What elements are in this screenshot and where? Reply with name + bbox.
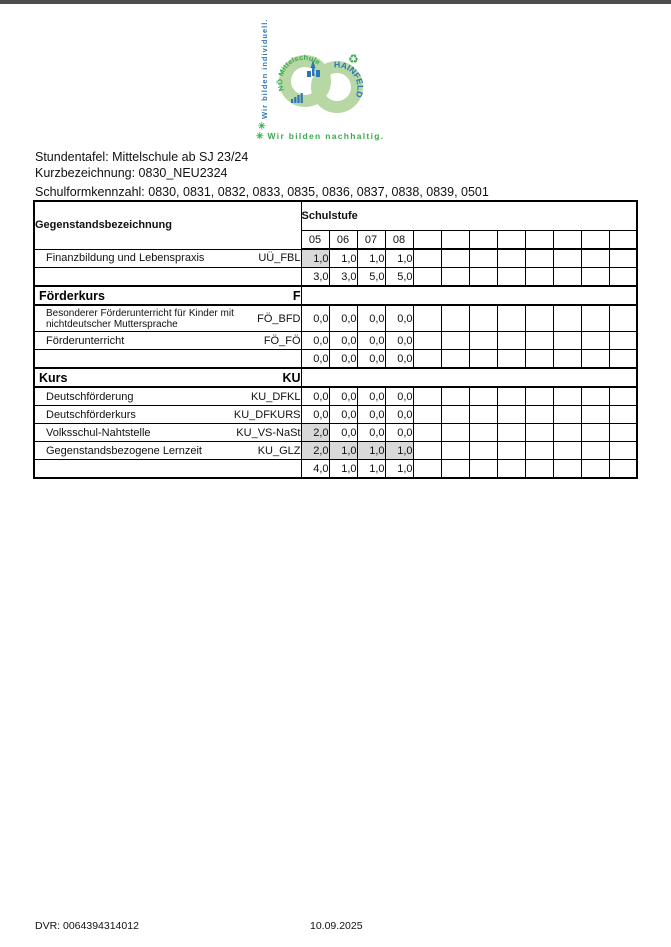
hours-cell-empty (609, 424, 637, 442)
sum-cell-empty (581, 268, 609, 287)
hours-cell-empty (413, 387, 441, 406)
subject-code: KU_GLZ (257, 444, 301, 457)
window-top-border (0, 0, 671, 4)
subject-code: KU_DFKURS (233, 408, 301, 421)
hours-cell: 0,0 (357, 305, 385, 332)
hours-cell-empty (581, 406, 609, 424)
logo-flower-icon: ✳ (256, 131, 264, 141)
subject-name-cell (34, 249, 301, 268)
sum-cell: 0,0 (385, 350, 413, 369)
hours-cell-empty (553, 305, 581, 332)
hours-cell-empty (413, 442, 441, 460)
section-empty-span (301, 286, 637, 305)
hours-cell-empty (581, 305, 609, 332)
table-row-subject (34, 332, 637, 350)
grade-column-empty (441, 231, 469, 250)
sum-name-empty (34, 350, 301, 369)
hours-cell-empty (581, 249, 609, 268)
logo-ring-text-left: NÖ Mittelschule (277, 54, 321, 92)
hours-cell-empty (441, 424, 469, 442)
grade-column-05: 05 (301, 231, 329, 250)
hours-cell-empty (525, 406, 553, 424)
sum-cell-empty (441, 350, 469, 369)
hours-cell-empty (525, 387, 553, 406)
hours-cell-empty (441, 406, 469, 424)
sum-cell: 0,0 (301, 350, 329, 369)
hours-cell-empty (469, 387, 497, 406)
sum-cell-empty (525, 350, 553, 369)
hours-cell: 0,0 (385, 305, 413, 332)
hours-cell: 0,0 (329, 406, 357, 424)
subject-name: Deutschförderung (46, 390, 134, 403)
hours-cell-empty (609, 387, 637, 406)
hours-cell-empty (553, 387, 581, 406)
hours-cell: 1,0 (357, 249, 385, 268)
hours-cell-empty (525, 424, 553, 442)
hours-cell-empty (497, 249, 525, 268)
section-code: KU (282, 370, 301, 385)
hours-cell-empty (469, 305, 497, 332)
hours-cell-empty (469, 424, 497, 442)
sum-cell-empty (413, 460, 441, 479)
hours-cell-empty (525, 249, 553, 268)
grade-column-empty (469, 231, 497, 250)
sum-cell-empty (469, 460, 497, 479)
hours-cell: 2,0 (301, 442, 329, 460)
section-name-cell (34, 286, 301, 305)
logo-tagline-bottom-text: Wir bilden nachhaltig. (267, 131, 385, 141)
section-row (34, 286, 637, 305)
logo-rings-graphic (272, 48, 380, 128)
subject-name: Deutschförderkurs (46, 408, 136, 421)
hours-cell-empty (441, 305, 469, 332)
hours-cell-empty (497, 424, 525, 442)
sum-cell-empty (553, 460, 581, 479)
hours-cell-empty (609, 442, 637, 460)
subject-name-cell (34, 387, 301, 406)
sum-cell-empty (581, 350, 609, 369)
table-header-row (34, 201, 637, 231)
hours-cell: 0,0 (301, 387, 329, 406)
table-row-subject (34, 387, 637, 406)
section-name: Förderkurs (39, 288, 105, 303)
hours-cell: 0,0 (301, 406, 329, 424)
sum-cell-empty (609, 460, 637, 479)
hours-cell-empty (609, 406, 637, 424)
subject-name: Besonderer Förderunterricht für Kinder mit nichtdeutscher Muttersprache (46, 307, 234, 330)
sum-cell: 5,0 (385, 268, 413, 287)
hours-cell: 0,0 (301, 305, 329, 332)
grade-column-empty (525, 231, 553, 250)
doc-schoolform-numbers: Schulformkennzahl: 0830, 0831, 0832, 0833, 0835, 0836, 0837, 0838, 0839, 0501 (35, 185, 489, 199)
doc-title: Stundentafel: Mittelschule ab SJ 23/24 (35, 150, 249, 164)
sum-cell: 0,0 (357, 350, 385, 369)
sum-cell-empty (525, 268, 553, 287)
hours-cell: 2,0 (301, 424, 329, 442)
sum-cell-empty (609, 350, 637, 369)
doc-shortname: Kurzbezeichnung: 0830_NEU2324 (35, 166, 228, 180)
grade-column-empty (497, 231, 525, 250)
logo-tagline-vertical: Wir bilden individuell. (260, 18, 269, 119)
sum-cell-empty (497, 268, 525, 287)
hours-cell-empty (497, 332, 525, 350)
subject-name-cell (34, 332, 301, 350)
ring-interlock (318, 83, 324, 95)
hours-cell-empty (581, 424, 609, 442)
sum-cell: 3,0 (301, 268, 329, 287)
sum-cell: 5,0 (357, 268, 385, 287)
hours-cell: 0,0 (301, 332, 329, 350)
sum-cell: 3,0 (329, 268, 357, 287)
subject-code: FÖ_BFD (257, 312, 301, 325)
grade-column-06: 06 (329, 231, 357, 250)
hours-cell-empty (609, 332, 637, 350)
page-footer (35, 920, 645, 932)
hours-cell: 0,0 (357, 424, 385, 442)
sum-cell: 1,0 (329, 460, 357, 479)
subject-name: Volksschul-Nahtstelle (46, 426, 151, 439)
column-header-schulstufe: Schulstufe (301, 201, 637, 231)
hours-cell-empty (497, 406, 525, 424)
sum-cell-empty (525, 460, 553, 479)
dvr-number: DVR: 0064394314012 (35, 920, 139, 932)
sum-cell-empty (413, 350, 441, 369)
hours-cell-empty (609, 249, 637, 268)
sum-cell: 4,0 (301, 460, 329, 479)
sum-row (34, 460, 637, 479)
hours-cell: 0,0 (385, 332, 413, 350)
grade-column-empty (609, 231, 637, 250)
hours-cell: 0,0 (329, 387, 357, 406)
hours-cell-empty (525, 305, 553, 332)
hours-cell: 1,0 (329, 249, 357, 268)
sum-cell-empty (469, 350, 497, 369)
subject-name: Förderunterricht (46, 334, 125, 347)
hours-cell-empty (441, 249, 469, 268)
hours-cell-empty (469, 406, 497, 424)
hours-cell-empty (441, 442, 469, 460)
grade-column-08: 08 (385, 231, 413, 250)
hours-cell-empty (497, 442, 525, 460)
grade-column-empty (581, 231, 609, 250)
sum-cell-empty (497, 460, 525, 479)
subject-name-cell (34, 406, 301, 424)
hours-cell-empty (413, 424, 441, 442)
hours-cell-empty (553, 332, 581, 350)
subject-code: FÖ_FÖ (263, 334, 301, 347)
section-code: F (292, 288, 301, 303)
sum-cell-empty (441, 268, 469, 287)
hours-cell: 0,0 (357, 387, 385, 406)
sum-name-empty (34, 268, 301, 287)
subject-code: KU_DFKL (250, 390, 301, 403)
subject-name: Gegenstandsbezogene Lernzeit (46, 444, 202, 457)
recycle-icon: ♻ (348, 52, 359, 66)
logo-ring-text-right: HAINFELD (333, 59, 366, 99)
hours-cell: 1,0 (385, 249, 413, 268)
hours-cell: 1,0 (385, 442, 413, 460)
hours-cell: 0,0 (329, 305, 357, 332)
hours-cell-empty (497, 305, 525, 332)
subject-name: Finanzbildung und Lebenspraxis (46, 252, 205, 265)
print-date: 10.09.2025 (310, 920, 363, 932)
sum-cell: 1,0 (357, 460, 385, 479)
grade-column-07: 07 (357, 231, 385, 250)
hours-cell-empty (413, 332, 441, 350)
hours-cell: 0,0 (385, 387, 413, 406)
subject-name-cell (34, 442, 301, 460)
hours-cell-empty (525, 442, 553, 460)
sum-cell-empty (553, 268, 581, 287)
sum-cell-empty (441, 460, 469, 479)
table-row-subject (34, 442, 637, 460)
section-name-cell (34, 368, 301, 387)
hours-cell-empty (441, 332, 469, 350)
school-logo (250, 18, 400, 146)
hours-cell-empty (553, 424, 581, 442)
hours-cell-empty (553, 442, 581, 460)
hours-cell: 0,0 (357, 332, 385, 350)
table-row-subject (34, 305, 637, 332)
hours-cell-empty (413, 249, 441, 268)
sum-cell: 0,0 (329, 350, 357, 369)
table-row-subject (34, 406, 637, 424)
grade-column-empty (413, 231, 441, 250)
hours-cell-empty (469, 442, 497, 460)
sum-cell-empty (609, 268, 637, 287)
hours-cell-empty (413, 406, 441, 424)
hours-cell-empty (525, 332, 553, 350)
document-header (35, 149, 489, 200)
grade-column-empty (553, 231, 581, 250)
hours-cell: 1,0 (301, 249, 329, 268)
sum-name-empty (34, 460, 301, 479)
table-row-subject (34, 424, 637, 442)
hours-cell-empty (609, 305, 637, 332)
table-row-subject (34, 249, 637, 268)
hours-cell-empty (469, 249, 497, 268)
subject-code: KU_VS-NaSt (236, 426, 301, 439)
section-name: Kurs (39, 370, 68, 385)
sum-row (34, 350, 637, 369)
sum-cell: 1,0 (385, 460, 413, 479)
subject-name-cell (34, 424, 301, 442)
hours-cell: 0,0 (357, 406, 385, 424)
sum-row (34, 268, 637, 287)
sum-cell-empty (469, 268, 497, 287)
hours-cell-empty (553, 406, 581, 424)
hours-cell: 0,0 (385, 424, 413, 442)
hours-cell: 1,0 (357, 442, 385, 460)
hours-cell: 0,0 (385, 406, 413, 424)
stundentafel-table (33, 200, 638, 479)
hours-cell-empty (553, 249, 581, 268)
hours-cell: 0,0 (329, 424, 357, 442)
section-empty-span (301, 368, 637, 387)
hours-cell-empty (581, 332, 609, 350)
subject-name-cell (34, 305, 301, 332)
sum-cell-empty (497, 350, 525, 369)
hours-cell-empty (469, 332, 497, 350)
logo-mark-icon: ✳ (258, 121, 266, 131)
sum-cell-empty (553, 350, 581, 369)
hours-cell-empty (441, 387, 469, 406)
column-header-subject: Gegenstandsbezeichnung (34, 201, 301, 249)
hours-cell: 1,0 (329, 442, 357, 460)
hours-cell-empty (497, 387, 525, 406)
section-row (34, 368, 637, 387)
hours-cell-empty (413, 305, 441, 332)
hours-cell-empty (581, 387, 609, 406)
logo-tagline-bottom (256, 131, 384, 142)
hours-cell: 0,0 (329, 332, 357, 350)
hours-cell-empty (581, 442, 609, 460)
sum-cell-empty (581, 460, 609, 479)
sum-cell-empty (413, 268, 441, 287)
subject-code: UÜ_FBL (258, 252, 301, 265)
